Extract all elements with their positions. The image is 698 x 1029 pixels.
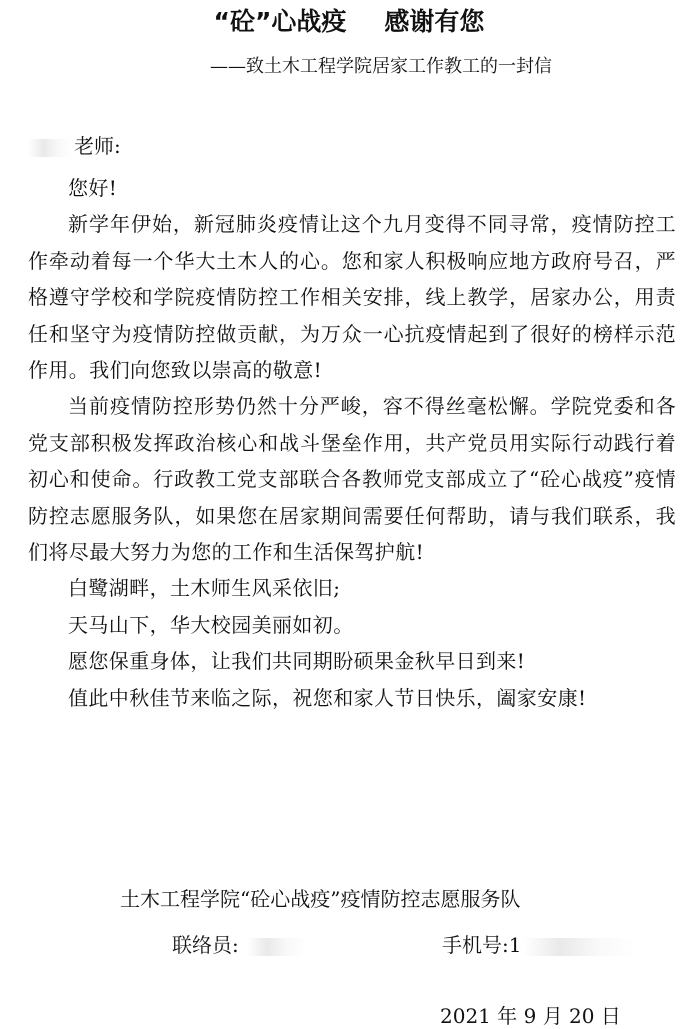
redacted-phone-number [523, 938, 635, 956]
salutation [28, 131, 121, 161]
body-paragraph-1: 新学年伊始，新冠肺炎疫情让这个九月变得不同寻常，疫情防控工作牵动着每一个华大土木人的心。您和家人积极响应地方政府号召，严格遵守学校和学院疫情防控工作相关安排，线上教学，居家办公，用责任和坚守为疫情防控做贡献，为万众一心抗疫情起到了很好的榜样示范作用。我们向您致以崇高的敬意! [28, 212, 676, 383]
letter-subtitle: ——致土木工程学院居家工作教工的一封信 [210, 56, 552, 77]
festival-greeting-paragraph: 值此中秋佳节来临之际，祝您和家人节日快乐，阖家安康! [68, 685, 587, 710]
contact-label: 联络员: [172, 933, 239, 957]
phone-prefix: 1 [508, 933, 522, 957]
phone-label: 手机号: [442, 933, 509, 957]
letter-title [0, 2, 698, 42]
greeting-paragraph: 您好! [68, 176, 118, 200]
title-part-2: 感谢有您 [384, 7, 485, 36]
signature: 土木工程学院“砼心战疫”疫情防控志愿服务队 [120, 887, 521, 911]
phone-block [442, 930, 635, 960]
couplet-line-1: 白鹭湖畔，土木师生风采依旧; [68, 576, 341, 601]
redacted-name [28, 139, 74, 157]
salutation-suffix: 老师: [74, 134, 121, 158]
title-part-1: “砼”心战疫 [213, 7, 347, 36]
letter-date: 2021 年 9 月 20 日 [440, 1004, 621, 1028]
letter-body [28, 170, 676, 716]
couplet-line-2: 天马山下，华大校园美丽如初。 [68, 612, 354, 637]
contact-line [172, 930, 692, 960]
wish-paragraph: 愿您保重身体，让我们共同期盼硕果金秋早日到来! [68, 649, 526, 674]
redacted-contact-name [247, 938, 307, 956]
body-paragraph-2: 当前疫情防控形势仍然十分严峻，容不得丝毫松懈。学院党委和各党支部积极发挥政治核心和战斗堡垒作用，共产党员用实际行动践行着初心和使命。行政教工党支部联合各教师党支部成立了“砼心战疫”疫情防控志愿服务队，如果您在居家期间需要任何帮助，请与我们联系，我们将尽最大努力为您的工作和生活保驾护航! [28, 394, 676, 565]
